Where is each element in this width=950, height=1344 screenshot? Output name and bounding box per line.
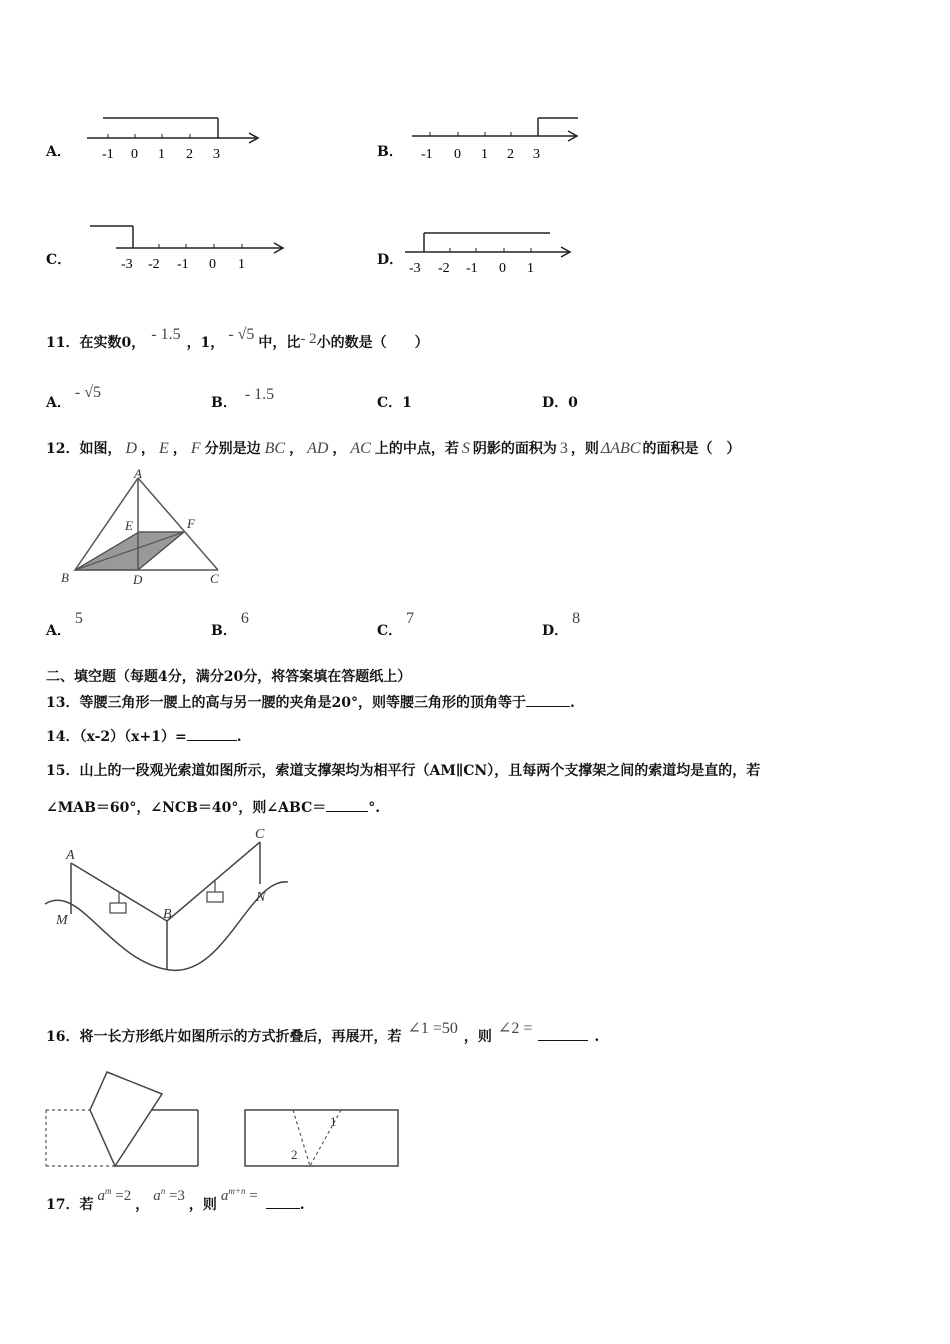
math-expr: AD: [307, 440, 329, 457]
tick-label: 2: [186, 147, 193, 162]
cable-car: [207, 892, 223, 902]
option-label: D．: [542, 395, 569, 411]
angle-label: 2: [291, 1147, 298, 1162]
tick-label: 1: [238, 257, 245, 272]
math-expr: [97, 1188, 131, 1204]
question-number: 12．: [46, 441, 80, 457]
point-label: A: [66, 848, 75, 863]
tick-label: -1: [102, 147, 114, 162]
math-exponent: n: [160, 1186, 166, 1196]
option-label: C．: [377, 395, 403, 411]
math-var: a: [97, 1188, 105, 1204]
math-expr: BC: [264, 440, 286, 457]
tick-label: -1: [466, 261, 478, 276]
question-text: 在实数0，: [79, 335, 146, 351]
triangle-figure: [58, 466, 228, 592]
question-text: 13．等腰三角形一腰上的高与另一腰的夹角是20°，则等腰三角形的顶角等于: [46, 695, 526, 711]
section-heading: 二、填空题（每题4分，满分20分，将答案填在答题纸上）: [46, 669, 412, 685]
question-text: ，: [332, 441, 347, 457]
option-label: C．: [377, 623, 403, 639]
option-label: D．: [542, 623, 569, 639]
option-value: - 1.5: [244, 386, 275, 403]
option-a: [46, 384, 101, 412]
question-16: [46, 1020, 600, 1046]
question-15-line2: [46, 797, 380, 817]
math-expr: D: [125, 440, 138, 457]
question-12: [46, 438, 740, 458]
option-label: B．: [377, 144, 403, 160]
question-text: ，: [135, 1197, 150, 1213]
math-expr: E: [159, 440, 169, 457]
option-c: [377, 392, 412, 412]
tick-label: 0: [131, 147, 138, 162]
math-rhs: =2: [111, 1188, 132, 1204]
question-text: 上的中点，若: [374, 441, 459, 457]
math-expr: S: [461, 440, 470, 457]
point-label: B: [163, 907, 172, 922]
question-text: ∠MAB＝60°，∠NCB＝40°，则∠ABC＝: [46, 800, 327, 816]
folded-flap: [90, 1072, 162, 1166]
question-number: 11．: [46, 335, 80, 351]
question-text: 的面积是（ ）: [642, 441, 741, 457]
paper-fold-figure: [40, 1066, 410, 1172]
question-text: .: [236, 729, 242, 745]
tick-label: 2: [507, 147, 514, 162]
tick-label: -2: [148, 257, 160, 272]
tick-label: -2: [438, 261, 450, 276]
tick-label: -3: [121, 257, 133, 272]
option-b: [211, 610, 249, 640]
unfolded-paper: [245, 1110, 398, 1166]
question-text: ，: [289, 441, 304, 457]
question-13: [46, 692, 575, 712]
option-label: D．: [377, 252, 404, 268]
answer-blank[interactable]: [538, 1040, 588, 1041]
tick-label: 0: [209, 257, 216, 272]
math-expr: [221, 1188, 258, 1204]
option-d: [542, 392, 578, 412]
question-text: ，: [141, 441, 156, 457]
math-expr: 3: [559, 440, 568, 457]
cable-car: [110, 903, 126, 913]
tick-label: 1: [527, 261, 534, 276]
option-c: [377, 610, 415, 640]
math-expr: ∠1 =50: [407, 1020, 458, 1037]
question-text: 小的数是（ ）: [316, 335, 429, 351]
option-value: 6: [240, 610, 249, 627]
option-label: B．: [211, 623, 237, 639]
question-text: 17．若: [46, 1197, 94, 1213]
option-label: A．: [46, 395, 71, 411]
cable-car-figure: [40, 822, 295, 980]
option-label: B．: [211, 395, 237, 411]
number-line-c: [86, 218, 286, 276]
math-expr: - 2: [300, 331, 317, 347]
answer-blank[interactable]: [266, 1208, 300, 1209]
question-17: [46, 1186, 305, 1214]
math-exponent: m: [104, 1186, 112, 1196]
tick-label: 3: [533, 147, 540, 162]
option-d: [542, 610, 581, 640]
answer-blank[interactable]: [526, 706, 570, 707]
point-label: C: [255, 827, 265, 842]
tick-label: -3: [409, 261, 421, 276]
math-expr: ΔABC: [600, 440, 641, 457]
question-text: .: [594, 1029, 600, 1045]
option-b: [211, 386, 275, 412]
question-text: .: [299, 1197, 305, 1213]
math-expr: F: [190, 440, 201, 457]
vertex-label: F: [187, 516, 195, 531]
tick-label: 0: [454, 147, 461, 162]
math-var: a: [153, 1188, 161, 1204]
vertex-label: A: [134, 466, 142, 481]
question-text: ，则: [570, 441, 599, 457]
tick-label: 0: [499, 261, 506, 276]
option-value: 7: [406, 610, 415, 627]
tick-label: -1: [421, 147, 433, 162]
math-expr: - √5: [228, 326, 255, 343]
question-text: 16．将一长方形纸片如图所示的方式折叠后，再展开，若: [46, 1029, 402, 1045]
question-text: ，则: [188, 1197, 217, 1213]
question-text: ，1，: [186, 335, 225, 351]
question-text: ，则: [463, 1029, 492, 1045]
math-expr: AC: [350, 440, 371, 457]
question-text: .: [569, 695, 575, 711]
question-text: 如图，: [79, 441, 122, 457]
question-15-line1: 15．山上的一段观光索道如图所示，索道支撑架均为相平行（AM∥CN），且每两个支撑架之间的索道均是直的，若: [46, 763, 761, 779]
option-value: 8: [572, 610, 581, 627]
question-text: °.: [368, 800, 381, 816]
tick-label: 1: [158, 147, 165, 162]
option-value: 5: [74, 610, 83, 627]
answer-blank[interactable]: [326, 811, 368, 812]
option-a: [46, 610, 83, 640]
math-expr: [153, 1188, 185, 1204]
point-label: N: [256, 890, 266, 905]
math-expr: - 1.5: [151, 326, 181, 343]
question-text: 阴影的面积为: [472, 441, 557, 457]
option-value: - √5: [74, 384, 101, 401]
question-text: 分别是边: [204, 441, 261, 457]
math-rhs: =3: [165, 1188, 185, 1204]
tick-label: -1: [177, 257, 189, 272]
option-value: 0: [568, 395, 578, 411]
option-label: A．: [46, 623, 71, 639]
number-line-d: [403, 224, 578, 280]
tick-label: 1: [481, 147, 488, 162]
answer-blank[interactable]: [187, 740, 237, 741]
number-line-a: [85, 112, 265, 167]
point-label: M: [56, 913, 68, 928]
vertex-label: C: [210, 571, 219, 586]
number-line-b: [408, 112, 588, 167]
question-11: [46, 326, 429, 352]
option-label: C．: [46, 252, 72, 268]
math-exponent: m+n: [228, 1186, 246, 1196]
math-expr: ∠2 =: [497, 1020, 533, 1037]
math-rhs: =: [245, 1188, 258, 1204]
option-value: 1: [402, 395, 412, 411]
vertex-label: E: [125, 518, 133, 533]
question-text: 中，比: [258, 335, 301, 351]
math-var: a: [220, 1188, 229, 1204]
option-label: A．: [46, 144, 71, 160]
question-text: 14．（x-2）（x+1）=: [46, 729, 187, 745]
question-text: ，: [172, 441, 187, 457]
vertex-label: D: [133, 572, 143, 587]
question-14: [46, 726, 242, 746]
angle-label: 1: [330, 1114, 337, 1129]
tick-label: 3: [213, 147, 220, 162]
vertex-label: B: [61, 570, 69, 585]
